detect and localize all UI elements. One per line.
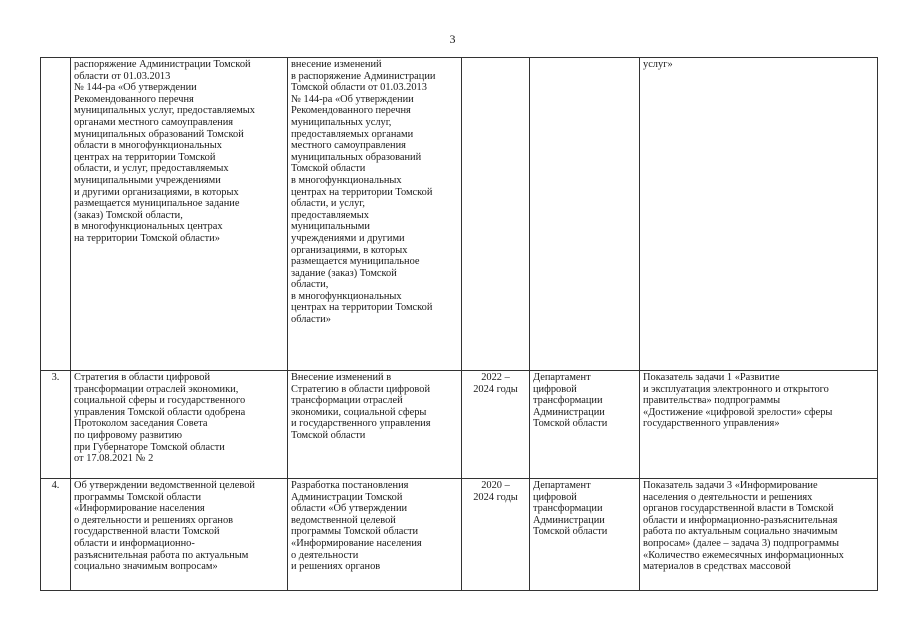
action-text: Внесение изменений в Стратегию в области цифровой трансформации отраслей экономики, социальной сферы и государственного управления Томской области — [291, 372, 431, 441]
period-text: 2022 – 2024 годы — [473, 372, 518, 395]
document-cell — [71, 479, 288, 591]
row-number: 3. — [41, 371, 71, 479]
table-row — [41, 58, 878, 371]
action-cell — [288, 58, 462, 371]
indicator-text: Показатель задачи 1 «Развитие и эксплуатация электронного и открытого правительства» подпрограммы «Достижение «цифровой зрелости» сферы государственного управления» — [643, 372, 833, 430]
page-number: 3 — [449, 32, 456, 46]
period-cell — [462, 479, 530, 591]
executor-cell — [530, 371, 640, 479]
indicator-cell — [640, 371, 878, 479]
indicator-text: услуг» — [643, 59, 673, 70]
indicator-cell — [640, 479, 878, 591]
document-cell — [71, 58, 288, 371]
period-cell — [462, 58, 530, 371]
row-number: 4. — [41, 479, 71, 591]
indicator-text: Показатель задачи 3 «Информирование населения о деятельности и решениях органов государственной власти в Томской области и информационно-разъяснительная работа по актуальным социально значимым вопросам» (далее – задача 3) подпрограммы «Количество ежемесячных информационных материалов в средствах массовой — [643, 480, 844, 573]
executor-text: Департамент цифровой трансформации Администрации Томской области — [533, 372, 608, 430]
document-text: Стратегия в области цифровой трансформации отраслей экономики, социальной сферы и государственного управления Томской области одобрена Протоколом заседания Совета по цифровому развитию при Губернаторе Томской области от 17.08.2021 № 2 — [74, 372, 246, 465]
action-text: Разработка постановления Администрации Томской области «Об утверждении ведомственной целевой программы Томской области «Информирование населения о деятельности и решениях органов — [291, 480, 422, 573]
indicator-cell — [640, 58, 878, 371]
executor-text: Департамент цифровой трансформации Администрации Томской области — [533, 480, 608, 538]
table-row — [41, 371, 878, 479]
row-number — [41, 58, 71, 371]
action-cell — [288, 371, 462, 479]
executor-cell — [530, 479, 640, 591]
document-text: Об утверждении ведомственной целевой программы Томской области «Информирование населения о деятельности и решениях органов государственной власти Томской области и информационно- разъяснительная работа по актуальным социально значимым вопросам» — [74, 480, 255, 573]
period-cell — [462, 371, 530, 479]
action-text: внесение изменений в распоряжение Администрации Томской области от 01.03.2013 № 144-ра «Об утверждении Рекомендованного перечня муниципальных услуг, предоставляемых органами местного самоуправления муниципальных образований Томской области в многофункциональных центрах на территории Томской области, и услуг, предоставляемых муниципальными учреждениями и другими организациями, в которых размещается муниципальное задание (заказ) Томской области, в многофункциональных центрах на территории Томской области» — [291, 59, 436, 326]
table-row — [41, 479, 878, 591]
document-text: распоряжение Администрации Томской области от 01.03.2013 № 144-ра «Об утверждении Рекомендованного перечня муниципальных услуг, предоставляемых органами местного самоуправления муниципальных образований Томской области в многофункциональных центрах на территории Томской области, и услуг, предоставляемых муниципальными учреждениями и другими организациями, в которых размещается муниципальное задание (заказ) Томской области, в многофункциональных центрах на территории Томской области» — [74, 59, 255, 244]
executor-cell — [530, 58, 640, 371]
action-cell — [288, 479, 462, 591]
document-cell — [71, 371, 288, 479]
plan-table — [40, 57, 878, 591]
period-text: 2020 – 2024 годы — [473, 480, 518, 503]
